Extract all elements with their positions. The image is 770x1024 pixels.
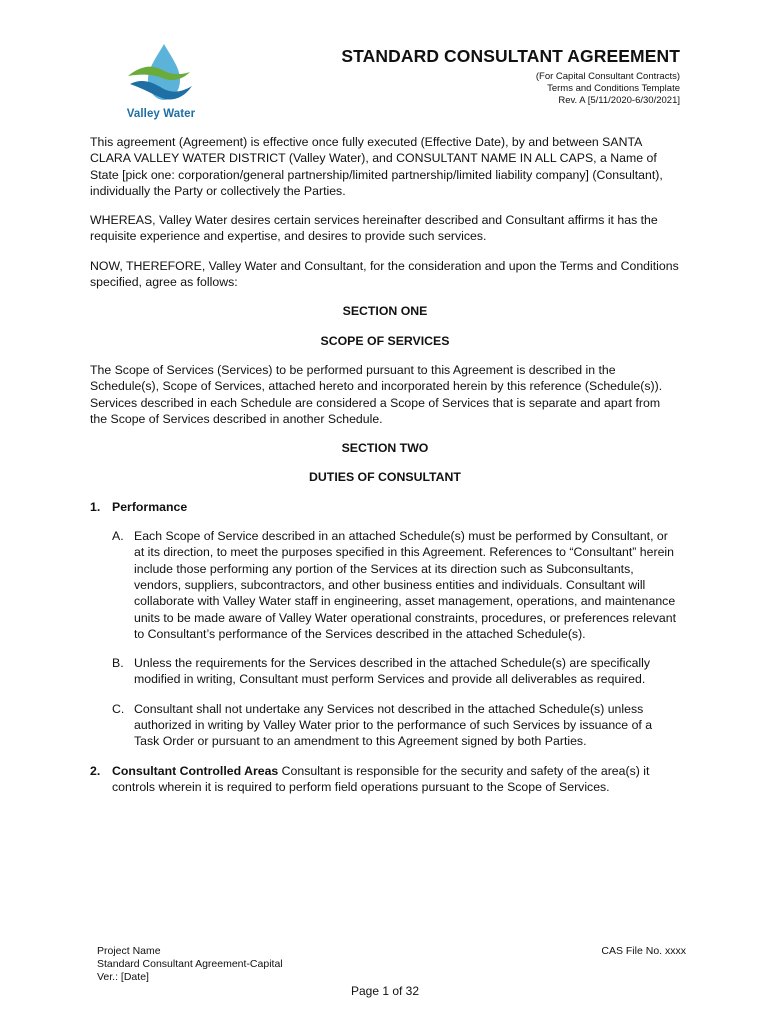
performance-heading [90,499,680,515]
sub-item-text: Consultant shall not undertake any Services not described in the attached Schedule(s) unless authorized in writing by Valley Water prior to the performance of such Services by issuance of a Task Order or pursuant to an amendment to this Agreement signed by both Parties. [134,701,653,749]
section-two-subheading: DUTIES OF CONSULTANT [309,470,461,485]
footer-version: Ver.: [Date] [97,971,149,983]
item-body [112,763,680,796]
sub-item-label: C. [112,701,125,716]
sub-item [112,528,680,642]
item-text: Consultant is responsible for the security and safety of the area(s) it controls wherein it is required to perform field operations pursuant to the Scope of Services. [112,763,650,794]
section-one-heading: SECTION ONE [342,304,428,319]
footer-left [97,945,283,984]
whereas-paragraph: WHEREAS, Valley Water desires certain services hereinafter described and Consultant affirms it has the requisite experience and expertise, and desires to provide such services. [90,213,658,244]
sub-item [112,655,680,688]
item-number: 1. [90,499,101,514]
item-title: Consultant Controlled Areas [112,763,279,778]
section-one-subheading: SCOPE OF SERVICES [320,333,450,348]
consultant-controlled-areas-item [90,763,680,796]
section-two-heading: SECTION TWO [341,441,429,456]
water-drop-icon [118,42,204,108]
item-title: Performance [112,499,188,514]
footer-project-name: Project Name [97,945,161,957]
subtitle-line: Terms and Conditions Template [547,83,680,94]
subtitle-line: (For Capital Consultant Contracts) [535,71,680,82]
scope-of-services-paragraph: The Scope of Services (Services) to be performed pursuant to this Agreement is described in the Schedule(s), Scope of Services, attached hereto and incorporated herein by this reference (Schedule(s)). Services described in each Schedule are considered a Scope of Services that is separate and apart from the Scope of Services described in another Schedule. [90,362,663,426]
sub-item-text: Unless the requirements for the Services described in the attached Schedule(s) are specifically modified in writing, Consultant must perform Services and provide all deliverables as required. [134,656,651,687]
sub-item-text: Each Scope of Service described in an attached Schedule(s) must be performed by Consultant, or at its direction, to meet the purposes specified in this Agreement. References to “Consultant” herein include those performing any portion of the Services at its direction such as Subconsultants, vendors, suppliers, subcontractors, and other business entities and individuals. Consultant will collaborate with Valley Water staff in engineering, asset management, operations, and maintenance units to be made aware of Valley Water operational constraints, procedures, or preferences relevant to Consultant’s performance of the Services described in the attached Schedule(s). [134,529,677,641]
document-body [90,134,680,808]
sub-item-label: A. [112,529,124,544]
valley-water-logo [118,42,204,124]
item-number: 2. [90,763,101,778]
therefore-paragraph: NOW, THEREFORE, Valley Water and Consultant, for the consideration and upon the Terms and Conditions specified, agree as follows: [90,258,679,290]
page-number: Page 1 of 32 [350,984,420,998]
subtitle-line: Rev. A [5/11/2020-6/30/2021] [558,95,680,106]
title-block [341,46,680,107]
sub-item-label: B. [112,656,124,671]
document-title: STANDARD CONSULTANT AGREEMENT [341,46,680,66]
footer-agreement-name: Standard Consultant Agreement-Capital [97,958,283,970]
footer-file-number: CAS File No. xxxx [601,945,686,957]
sub-item [112,701,680,750]
logo-text: Valley Water [126,108,196,120]
intro-paragraph: This agreement (Agreement) is effective once fully executed (Effective Date), by and between SANTA CLARA VALLEY WATER DISTRICT (Valley Water), and CONSULTANT NAME IN ALL CAPS, a Name of State [pick one: corporation/general partnership/limited partnership/limited liability company] (Consultant), individually the Party or collectively the Parties. [90,135,663,198]
